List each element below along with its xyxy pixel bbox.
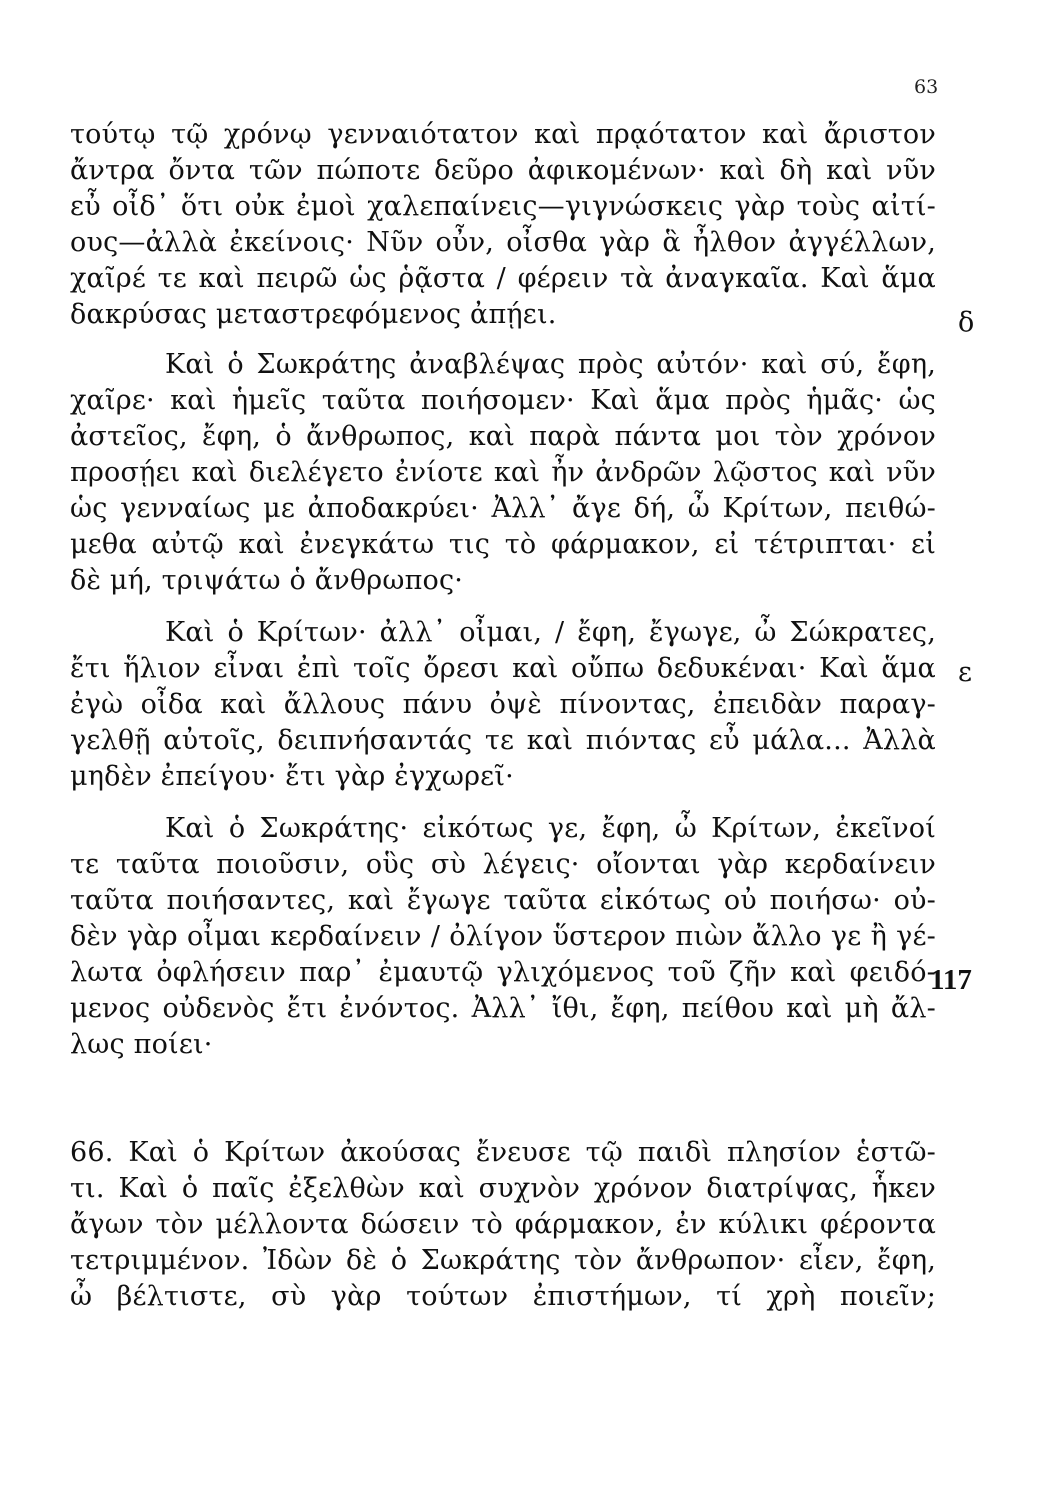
text-line: χαῖρε· καὶ ἡμεῖς ταῦτα ποιήσομεν· Καὶ ἅμα πρὸς ἡμᾶς· ὡς [70,385,936,416]
text-line: χαῖρέ τε καὶ πειρῶ ὡς ῥᾷστα / φέρειν τὰ ἀναγκαῖα. Καὶ ἅμα [70,263,936,294]
text-line: ὦ βέλτιστε, σὺ γὰρ τούτων ἐπιστήμων, τί χρὴ ποιεῖν; [70,1281,936,1312]
text-line: λως ποίει· [70,1029,213,1060]
text-line: δὲ μή, τριψάτω ὁ ἄνθρωπος· [70,565,464,596]
text-line: ους—ἀλλὰ ἐκείνοις· Νῦν οὖν, οἶσθα γὰρ ἃ ἦλθον ἀγγέλλων, [70,227,936,258]
text-line: μεθα αὐτῷ καὶ ἐνεγκάτω τις τὸ φάρμακον, εἰ τέτριπται· εἰ [70,529,936,560]
text-line: ἀστεῖος, ἔφη, ὁ ἄνθρωπος, καὶ παρὰ πάντα μοι τὸν χρόνον [70,421,936,452]
text-line: ὡς γενναίως με ἀποδακρύει· Ἀλλ᾽ ἄγε δή, ὦ Κρίτων, πειθώ- [70,493,936,524]
text-line: ἄγων τὸν μέλλοντα δώσειν τὸ φάρμακον, ἐν κύλικι φέροντα [70,1209,936,1240]
text-line: Καὶ ὁ Κρίτων· ἀλλ᾽ οἶμαι, / ἔφη, ἔγωγε, ὦ Σώκρατες, [165,617,936,648]
text-line: ταῦτα ποιήσαντες, καὶ ἔγωγε ταῦτα εἰκότως οὐ ποιήσω· οὐ- [70,885,936,916]
text-line: μενος οὐδενὸς ἔτι ἐνόντος. Ἀλλ᾽ ἴθι, ἔφη, πείθου καὶ μὴ ἄλ- [70,993,936,1024]
margin-reference-epsilon: ε [958,657,972,688]
text-line: τετριμμένον. Ἰδὼν δὲ ὁ Σωκράτης τὸν ἄνθρωπον· εἶεν, ἔφη, [70,1245,936,1276]
text-line: τι. Καὶ ὁ παῖς ἐξελθὼν καὶ συχνὸν χρόνον διατρίψας, ἧκεν [70,1173,936,1204]
text-line: λωτα ὀφλήσειν παρ᾽ ἐμαυτῷ γλιχόμενος τοῦ ζῆν καὶ φειδό- [70,957,936,988]
text-line: δὲν γὰρ οἶμαι κερδαίνειν / ὀλίγον ὕστερον πιὼν ἄλλο γε ἢ γέ- [70,921,936,952]
text-line: εὖ οἶδ᾽ ὅτι οὐκ ἐμοὶ χαλεπαίνεις—γιγνώσκεις γὰρ τοὺς αἰτί- [70,191,936,222]
text-line: ἄντρα ὄντα τῶν πώποτε δεῦρο ἀφικομένων· καὶ δὴ καὶ νῦν [70,155,936,186]
text-line: τε ταῦτα ποιοῦσιν, οὓς σὺ λέγεις· οἴονται γὰρ κερδαίνειν [70,849,936,880]
text-line: γελθῇ αὐτοῖς, δειπνήσαντάς τε καὶ πιόντας εὖ μάλα... Ἀλλὰ [70,725,936,756]
margin-reference-117: 117 [930,964,972,996]
page-number: 63 [914,76,939,98]
text-line: Καὶ ὁ Σωκράτης ἀναβλέψας πρὸς αὐτόν· καὶ σύ, ἔφη, [165,349,936,380]
text-line: δακρύσας μεταστρεφόμενος ἀπῄει. [70,299,557,330]
text-line: Καὶ ὁ Σωκράτης· εἰκότως γε, ἔφη, ὦ Κρίτων, ἐκεῖνοί [165,813,936,844]
text-line: 66. Καὶ ὁ Κρίτων ἀκούσας ἔνευσε τῷ παιδὶ πλησίον ἑστῶ- [70,1137,936,1168]
text-line: προσῄει καὶ διελέγετο ἐνίοτε καὶ ἦν ἀνδρῶν λῷστος καὶ νῦν [70,457,936,488]
text-line: ἐγὼ οἶδα καὶ ἄλλους πάνυ ὀψὲ πίνοντας, ἐπειδὰν παραγ- [70,689,936,720]
margin-reference-delta: δ [958,307,975,338]
text-line: ἔτι ἥλιον εἶναι ἐπὶ τοῖς ὄρεσι καὶ οὔπω δεδυκέναι· Καὶ ἅμα [70,653,936,684]
text-line: τούτῳ τῷ χρόνῳ γενναιότατον καὶ πρᾳότατον καὶ ἄριστον [70,119,936,150]
text-line: μηδὲν ἐπείγου· ἔτι γὰρ ἐγχωρεῖ· [70,761,514,792]
